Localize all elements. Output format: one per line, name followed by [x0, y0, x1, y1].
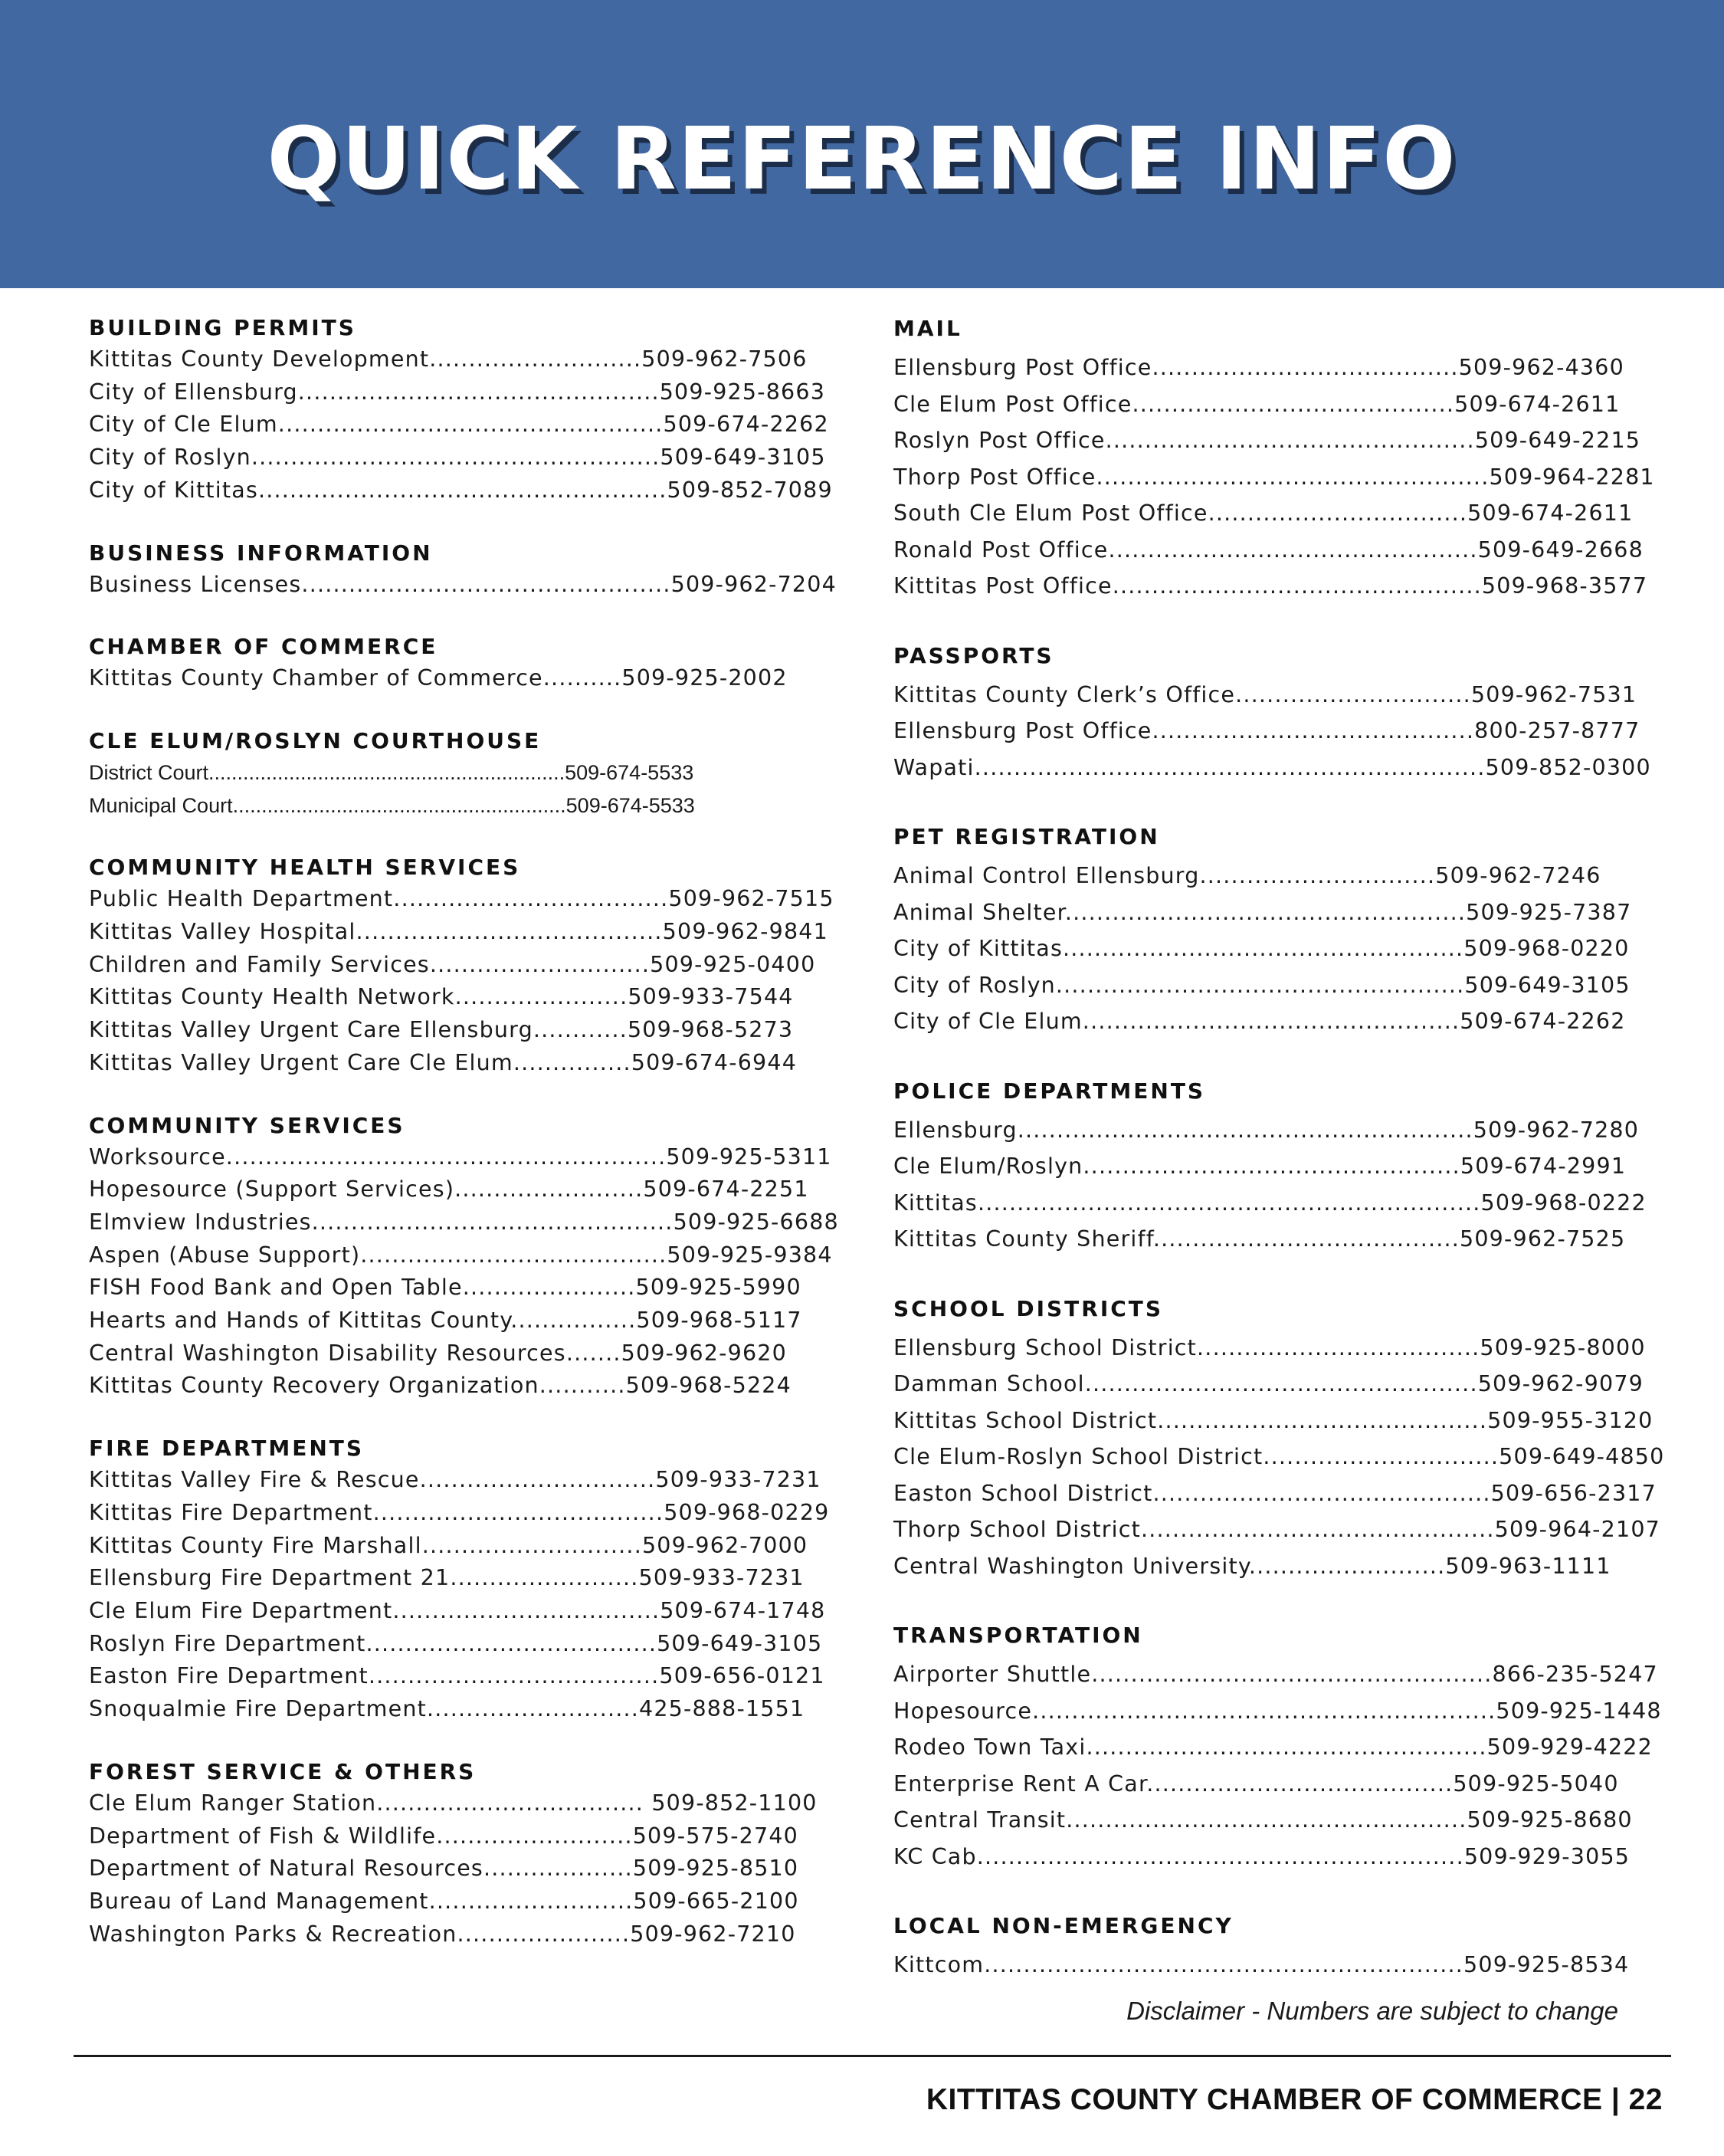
- section-heading: CLE ELUM/ROSLYN COURTHOUSE: [89, 727, 542, 753]
- directory-entry: Central Washington University.........................509-963-1111: [893, 1553, 1611, 1579]
- header-banner: [0, 0, 1724, 288]
- directory-entry: Wapati.................................................................509-852-0300: [893, 754, 1651, 780]
- section-chamber-of-commerce: [89, 632, 788, 695]
- section-transportation: [893, 1619, 1662, 1875]
- section-heading: FOREST SERVICE & OTHERS: [89, 1758, 477, 1784]
- section-mail: [893, 313, 1655, 605]
- directory-entry: Cle Elum-Roslyn School District..............................509-649-4850: [893, 1444, 1665, 1469]
- directory-entry: District Court..............................................................509-674-5533: [89, 760, 694, 784]
- directory-entry: Worksource........................................................509-925-5311: [89, 1144, 832, 1170]
- directory-entry: Elmview Industries..............................................509-925-6688: [89, 1209, 839, 1235]
- section-building-permits: [89, 313, 833, 507]
- footer-text: KITTITAS COUNTY CHAMBER OF COMMERCE | 22: [926, 2083, 1663, 2116]
- directory-entry: Kittitas County Health Network......................509-933-7544: [89, 984, 794, 1010]
- directory-entry: City of Cle Elum................................................509-674-2262: [893, 1009, 1626, 1034]
- directory-entry: Hearts and Hands of Kittitas County................509-968-5117: [89, 1308, 802, 1334]
- directory-entry: City of Ellensburg..............................................509-925-8663: [89, 379, 826, 405]
- directory-entry: Aspen (Abuse Support).......................................509-925-9384: [89, 1242, 833, 1268]
- directory-entry: Roslyn Fire Department.....................................509-649-3105: [89, 1630, 823, 1656]
- section-fire-departments: [89, 1433, 830, 1726]
- directory-entry: Kittitas County Fire Marshall............................509-962-7000: [89, 1532, 808, 1558]
- section-local-non-emergency: [893, 1910, 1630, 1984]
- section-forest-service-others: [89, 1757, 818, 1951]
- directory-entry: Airporter Shuttle...................................................866-235-5247: [893, 1662, 1658, 1687]
- section-heading: BUILDING PERMITS: [89, 315, 356, 340]
- right-column: [893, 313, 1665, 2019]
- directory-entry: Kittitas School District..........................................509-955-3120: [893, 1407, 1654, 1433]
- section-community-health-services: [89, 852, 834, 1079]
- section-heading: SCHOOL DISTRICTS: [893, 1295, 1164, 1321]
- directory-entry: Cle Elum Post Office.........................................509-674-2611: [893, 391, 1621, 417]
- directory-entry: Kittitas County Development...........................509-962-7506: [89, 346, 808, 372]
- directory-entry: Ellensburg Post Office.........................................800-257-8777: [893, 718, 1640, 743]
- footer-divider: [74, 2055, 1671, 2057]
- page-title: QUICK REFERENCE INFO: [267, 110, 1457, 209]
- directory-entry: Enterprise Rent A Car.......................................509-925-5040: [893, 1770, 1619, 1797]
- section-heading: CHAMBER OF COMMERCE: [89, 634, 438, 660]
- directory-entry: Easton School District...........................................509-656-2317: [893, 1480, 1657, 1506]
- directory-entry: Kittitas County Recovery Organization...........509-968-5224: [89, 1373, 792, 1399]
- directory-entry: South Cle Elum Post Office.................................509-674-2611: [893, 500, 1634, 526]
- directory-entry: City of Roslyn....................................................509-649-3105: [89, 445, 826, 471]
- directory-entry: Kittitas Valley Urgent Care Ellensburg............509-968-5273: [89, 1017, 794, 1043]
- section-community-services: [89, 1111, 839, 1403]
- directory-entry: Public Health Department...................................509-962-7515: [89, 886, 834, 912]
- directory-entry: Damman School..................................................509-962-9079: [893, 1371, 1644, 1396]
- section-passports: [893, 640, 1651, 786]
- directory-entry: Snoqualmie Fire Department...........................425-888-1551: [89, 1696, 805, 1722]
- directory-entry: Cle Elum/Roslyn................................................509-674-2991: [893, 1153, 1627, 1179]
- directory-entry: Rodeo Town Taxi...................................................509-929-4222: [893, 1734, 1653, 1760]
- directory-entry: Hopesource (Support Services)........................509-674-2251: [89, 1176, 809, 1203]
- directory-entry: City of Kittitas....................................................509-852-7089: [89, 477, 833, 503]
- section-business-information: [89, 538, 837, 602]
- directory-entry: Business Licenses...............................................509-962-7204: [89, 571, 837, 597]
- directory-entry: Bureau of Land Management..........................509-665-2100: [89, 1888, 799, 1914]
- directory-entry: Kittitas Fire Department.....................................509-968-0229: [89, 1499, 830, 1525]
- section-heading: POLICE DEPARTMENTS: [893, 1078, 1206, 1104]
- section-heading: BUSINESS INFORMATION: [89, 540, 433, 566]
- directory-entry: Kittitas Post Office...............................................509-968-3577: [893, 573, 1648, 599]
- directory-entry: Cle Elum Fire Department..................................509-674-1748: [89, 1597, 826, 1623]
- directory-entry: Ronald Post Office...............................................509-649-2668: [893, 537, 1644, 563]
- section-heading: COMMUNITY SERVICES: [89, 1112, 405, 1138]
- directory-entry: City of Cle Elum.................................................509-674-2262: [89, 412, 829, 438]
- directory-entry: Kittitas County Clerk’s Office..............................509-962-7531: [893, 681, 1637, 707]
- section-heading: PET REGISTRATION: [893, 824, 1160, 849]
- directory-entry: Kittitas Valley Fire & Rescue..............................509-933-7231: [89, 1467, 821, 1493]
- directory-entry: Cle Elum Ranger Station.................................. 509-852-1100: [89, 1790, 818, 1816]
- directory-entry: Central Transit...................................................509-925-8680: [893, 1807, 1633, 1833]
- directory-entry: Kittitas County Sheriff.......................................509-962-7525: [893, 1226, 1626, 1252]
- directory-entry: Ellensburg..........................................................509-962-7280: [893, 1117, 1640, 1143]
- section-heading: FIRE DEPARTMENTS: [89, 1436, 365, 1462]
- section-police-departments: [893, 1075, 1647, 1258]
- directory-entry: Animal Shelter...................................................509-925-7387: [893, 899, 1632, 925]
- section-school-districts: [893, 1293, 1665, 1585]
- directory-entry: Children and Family Services............................509-925-0400: [89, 951, 816, 977]
- section-pet-registration: [893, 821, 1632, 1040]
- directory-entry: Animal Control Ellensburg..............................509-962-7246: [893, 863, 1601, 888]
- directory-entry: Thorp School District.............................................509-964-2107: [893, 1517, 1660, 1542]
- directory-entry: Kittitas County Chamber of Commerce..........509-925-2002: [89, 665, 788, 691]
- section-heading: PASSPORTS: [893, 642, 1054, 668]
- directory-entry: Ellensburg Fire Department 21........................509-933-7231: [89, 1565, 805, 1591]
- directory-entry: City of Kittitas...................................................509-968-0220: [893, 936, 1630, 961]
- directory-entry: Kittcom.............................................................509-925-8534: [893, 1952, 1630, 1977]
- directory-entry: Roslyn Post Office...............................................509-649-2215: [893, 428, 1641, 453]
- directory-entry: Hopesource...........................................................509-925-1448: [893, 1698, 1662, 1724]
- directory-entry: Ellensburg School District....................................509-925-8000: [893, 1334, 1646, 1360]
- directory-entry: Washington Parks & Recreation......................509-962-7210: [89, 1921, 796, 1947]
- directory-entry: Ellensburg Post Office.......................................509-962-4360: [893, 355, 1624, 380]
- directory-entry: Easton Fire Department.....................................509-656-0121: [89, 1663, 825, 1689]
- directory-entry: KC Cab..............................................................509-929-3055: [893, 1843, 1631, 1869]
- directory-entry: FISH Food Bank and Open Table......................509-925-5990: [89, 1275, 801, 1301]
- directory-entry: Department of Fish & Wildlife.........................509-575-2740: [89, 1823, 799, 1849]
- directory-entry: Kittitas................................................................509-968-0222: [893, 1190, 1647, 1216]
- section-heading: COMMUNITY HEALTH SERVICES: [89, 855, 521, 881]
- section-heading: LOCAL NON-EMERGENCY: [893, 1913, 1234, 1938]
- directory-entry: Kittitas Valley Hospital.......................................509-962-9841: [89, 919, 828, 945]
- left-column: [89, 313, 839, 1981]
- directory-entry: Thorp Post Office..................................................509-964-2281: [893, 464, 1655, 490]
- directory-entry: Kittitas Valley Urgent Care Cle Elum...............509-674-6944: [89, 1049, 798, 1075]
- directory-entry: Municipal Court..........................................................509-674-5533: [89, 793, 695, 817]
- disclaimer-text: Disclaimer - Numbers are subject to change: [1126, 1997, 1618, 2025]
- section-cle-elum-roslyn-courthouse: [89, 726, 755, 822]
- directory-entry: Department of Natural Resources...................509-925-8510: [89, 1856, 799, 1882]
- section-heading: TRANSPORTATION: [893, 1623, 1143, 1648]
- directory-entry: City of Roslyn....................................................509-649-3105: [893, 972, 1631, 998]
- directory-entry: Central Washington Disability Resources.......509-962-9620: [89, 1340, 787, 1366]
- section-heading: MAIL: [893, 316, 962, 341]
